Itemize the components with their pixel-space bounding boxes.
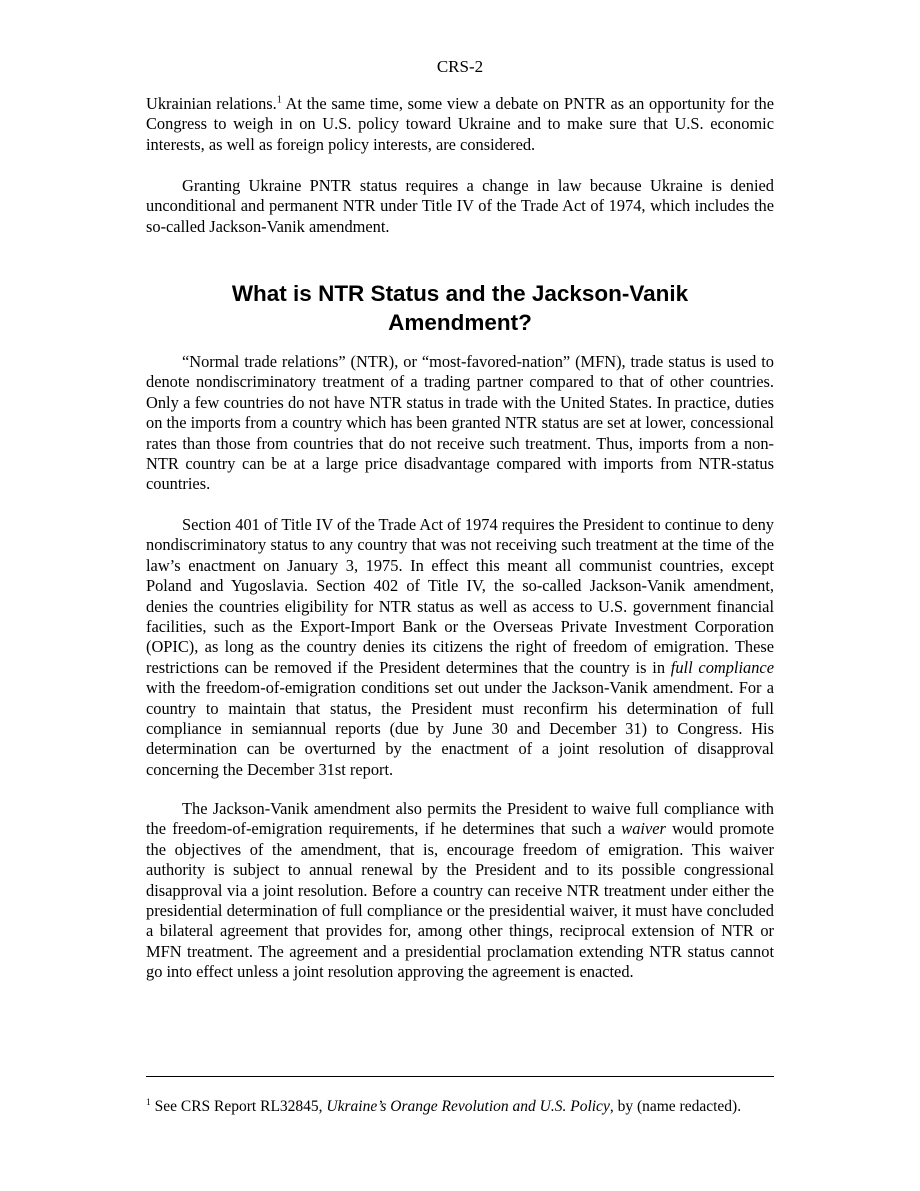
paragraph-pntr-law-change: Granting Ukraine PNTR status requires a change in law because Ukraine is denied unconditional and permanent NTR under Title IV of the Trade Act of 1974, which includes the so-called Jackson-Vanik amendment. [146, 176, 774, 236]
paragraph-text: Section 401 of Title IV of the Trade Act of 1974 requires the President to continue to deny nondiscriminatory status to any country that was not receiving such treatment at the time of the law’s enactment on January 3, 1975. In effect this meant all communist countries, except Poland and Yugoslavia. Section 402 of Title IV, the so-called Jackson-Vanik amendment, denies the countries eligibility for NTR status as well as access to U.S. government financial facilities, such as the Export-Import Bank or the Overseas Private Investment Corporation (OPIC), as long as the country denies its citizens the right of freedom of emigration. These restrictions can be removed if the President determines that the country is in [146, 515, 774, 677]
footnote-text: , by (name redacted). [609, 1098, 742, 1115]
paragraph-text: with the freedom-of-emigration conditions set out under the Jackson-Vanik amendment. For a country to maintain that status, the President must reconfirm his determination of full compliance in semiannual reports (due by June 30 and December 31) to Congress. His determination can be overturned by the enactment of a joint resolution of disapproval concerning the December 31st report. [146, 678, 774, 779]
footnote [146, 1097, 786, 1117]
paragraph-ukrainian-relations [146, 94, 774, 155]
footnote-report-title: Ukraine’s Orange Revolution and U.S. Policy [326, 1098, 610, 1115]
paragraph-text: The Jackson-Vanik amendment also permits the President to waive full compliance with the freedom-of-emigration requirements, if he determines that such a [146, 799, 774, 839]
footnote-divider [146, 1076, 774, 1077]
section-heading-line2: Amendment? [388, 310, 532, 335]
footnote-text: See CRS Report RL32845, [150, 1098, 327, 1115]
section-heading [146, 279, 774, 337]
paragraph-waiver [146, 799, 774, 983]
footnote-reference[interactable]: 1 [276, 94, 282, 106]
emphasis-full-compliance: full compliance [670, 657, 774, 677]
footnote-number: 1 [146, 1097, 151, 1108]
emphasis-waiver: waiver [621, 819, 666, 839]
paragraph-text: At the same time, some view a debate on PNTR as an opportunity for the Congress to weigh in on U.S. policy toward Ukraine and to make sure that U.S. economic interests, as well as foreign policy interests, are considered. [146, 94, 774, 154]
paragraph-section-401 [146, 515, 774, 780]
section-heading-line1: What is NTR Status and the Jackson-Vanik [231, 281, 689, 306]
paragraph-text: would promote the objectives of the amendment, that is, encourage freedom of emigration. This waiver authority is subject to annual renewal by the President and to its possible congressional disapproval via a joint resolution. Before a country can receive NTR treatment under either the presidential determination of full compliance or the presidential waiver, it must have concluded a bilateral agreement that provides for, among other things, reciprocal extension of NTR or MFN treatment. The agreement and a presidential proclamation extending NTR status cannot go into effect unless a joint resolution approving the agreement is enacted. [146, 819, 774, 982]
paragraph-text: Ukrainian relations. [146, 94, 277, 113]
paragraph-ntr-definition: “Normal trade relations” (NTR), or “most-favored-nation” (MFN), trade status is used to denote nondiscriminatory treatment of a trading partner compared to that of other countries. Only a few countries do not have NTR status in trade with the United States. In practice, duties on the imports from a country which has been granted NTR status are set at lower, concessional rates than those from countries that do not receive such treatment. Thus, imports from a non-NTR country can be at a large price disadvantage compared with imports from NTR-status countries. [146, 352, 774, 494]
page-number: CRS-2 [436, 57, 484, 76]
